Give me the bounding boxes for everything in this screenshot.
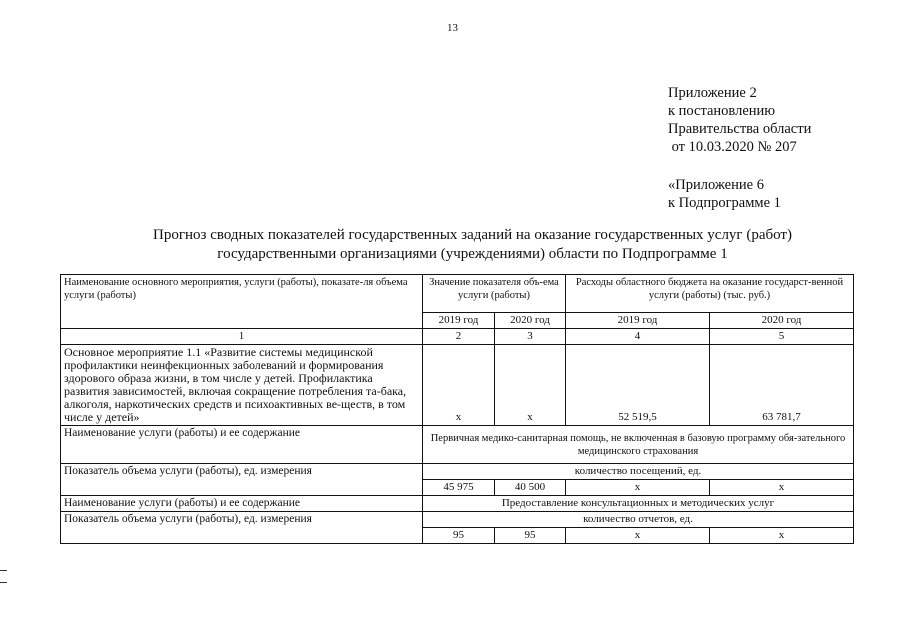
document-title — [0, 226, 905, 264]
value-cell: 45 975 — [423, 480, 495, 496]
column-number: 4 — [566, 329, 710, 345]
table-header-row — [61, 275, 854, 313]
service-label: Наименование услуги (работы) и ее содержание — [61, 496, 423, 512]
year-cell: 2019 год — [423, 313, 495, 329]
indicator-unit: количество посещений, ед. — [423, 464, 854, 480]
service-label: Наименование услуги (работы) и ее содержание — [61, 426, 423, 464]
year-cell: 2019 год — [566, 313, 710, 329]
value-cell: 95 — [495, 528, 566, 544]
column-number: 3 — [495, 329, 566, 345]
table-row-service2 — [61, 496, 854, 512]
appendix-block — [668, 84, 811, 212]
indicator-unit: количество отчетов, ед. — [423, 512, 854, 528]
service-content: Первичная медико-санитарная помощь, не включенная в базовую программу обя-зательного медицинского страхования — [423, 426, 854, 464]
header-indicator-value: Значение показателя объ-ема услуги (работы) — [423, 275, 566, 313]
value-cell: х — [710, 528, 854, 544]
forecast-table — [60, 274, 854, 544]
indicator-label: Показатель объема услуги (работы), ед. измерения — [61, 464, 423, 496]
value-cell: х — [566, 480, 710, 496]
value-cell: 63 781,7 — [710, 345, 854, 426]
table-row-indicator1 — [61, 464, 854, 480]
appendix-line: от 10.03.2020 № 207 — [668, 139, 797, 155]
table-row-service1 — [61, 426, 854, 464]
title-line: Прогноз сводных показателей государственных заданий на оказание государственных услуг (работ) — [153, 227, 792, 243]
appendix-line: Приложение 2 — [668, 85, 757, 101]
year-cell: 2020 год — [495, 313, 566, 329]
year-cell: 2020 год — [710, 313, 854, 329]
indicator-label: Показатель объема услуги (работы), ед. измерения — [61, 512, 423, 544]
column-number: 5 — [710, 329, 854, 345]
table-row-indicator2 — [61, 512, 854, 528]
margin-tick — [0, 570, 7, 571]
header-col1: Наименование основного мероприятия, услуги (работы), показате-ля объема услуги (работы) — [61, 275, 423, 329]
value-cell: 95 — [423, 528, 495, 544]
margin-tick — [0, 582, 7, 583]
table-row-activity — [61, 345, 854, 426]
table-number-row — [61, 329, 854, 345]
title-line: государственными организациями (учреждениями) области по Подпрограмме 1 — [217, 246, 728, 262]
value-cell: 52 519,5 — [566, 345, 710, 426]
appendix-line: к постановлению — [668, 103, 776, 119]
page-number: 13 — [447, 22, 458, 34]
service-content: Предоставление консультационных и методических услуг — [423, 496, 854, 512]
column-number: 1 — [61, 329, 423, 345]
value-cell: 40 500 — [495, 480, 566, 496]
header-budget: Расходы областного бюджета на оказание государст-венной услуги (работы) (тыс. руб.) — [566, 275, 854, 313]
appendix-line: Правительства области — [668, 121, 812, 137]
appendix-line: «Приложение 6 — [668, 177, 764, 193]
value-cell: х — [423, 345, 495, 426]
value-cell: х — [710, 480, 854, 496]
appendix-line: к Подпрограмме 1 — [668, 195, 781, 211]
value-cell: х — [495, 345, 566, 426]
activity-name: Основное мероприятие 1.1 «Развитие системы медицинской профилактики неинфекционных заболеваний и формирования здорового образа жизни, в том числе у детей. Профилактика развития зависимостей, включая сокращение потребления та-бака, алкоголя, наркотических средств и психоактивных ве-ществ, в том числе у детей» — [61, 345, 423, 426]
column-number: 2 — [423, 329, 495, 345]
value-cell: х — [566, 528, 710, 544]
